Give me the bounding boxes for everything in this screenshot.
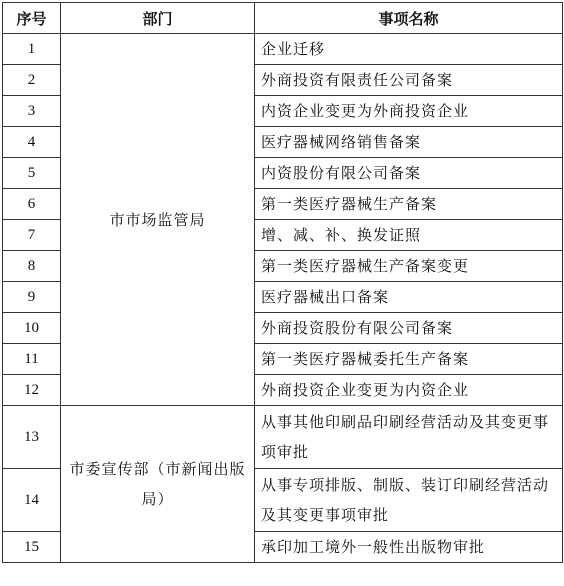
items-table [2, 2, 563, 563]
item-name: 外商投资有限责任公司备案 [255, 65, 563, 96]
item-name: 外商投资企业变更为内资企业 [255, 375, 563, 406]
item-name: 承印加工境外一般性出版物审批 [255, 532, 563, 563]
table-row [3, 34, 563, 65]
row-number: 13 [3, 406, 61, 469]
row-number: 12 [3, 375, 61, 406]
row-number: 6 [3, 189, 61, 220]
department-cell: 市委宣传部（市新闻出版局） [61, 406, 255, 563]
row-number: 5 [3, 158, 61, 189]
item-name: 内资股份有限公司备案 [255, 158, 563, 189]
item-name: 从事专项排版、制版、装订印刷经营活动及其变更事项审批 [255, 469, 563, 532]
row-number: 9 [3, 282, 61, 313]
header-department: 部门 [61, 3, 255, 34]
item-name: 增、减、补、换发证照 [255, 220, 563, 251]
header-item: 事项名称 [255, 3, 563, 34]
header-row [3, 3, 563, 34]
row-number: 4 [3, 127, 61, 158]
item-name: 内资企业变更为外商投资企业 [255, 96, 563, 127]
row-number: 11 [3, 344, 61, 375]
item-name: 企业迁移 [255, 34, 563, 65]
item-name: 第一类医疗器械生产备案 [255, 189, 563, 220]
row-number: 1 [3, 34, 61, 65]
row-number: 8 [3, 251, 61, 282]
item-name: 外商投资股份有限公司备案 [255, 313, 563, 344]
header-index: 序号 [3, 3, 61, 34]
item-name: 第一类医疗器械委托生产备案 [255, 344, 563, 375]
table-row [3, 406, 563, 469]
row-number: 7 [3, 220, 61, 251]
row-number: 2 [3, 65, 61, 96]
item-name: 从事其他印刷品印刷经营活动及其变更事项审批 [255, 406, 563, 469]
row-number: 15 [3, 532, 61, 563]
item-name: 医疗器械网络销售备案 [255, 127, 563, 158]
department-cell: 市市场监管局 [61, 34, 255, 406]
item-name: 第一类医疗器械生产备案变更 [255, 251, 563, 282]
row-number: 10 [3, 313, 61, 344]
row-number: 3 [3, 96, 61, 127]
item-name: 医疗器械出口备案 [255, 282, 563, 313]
row-number: 14 [3, 469, 61, 532]
